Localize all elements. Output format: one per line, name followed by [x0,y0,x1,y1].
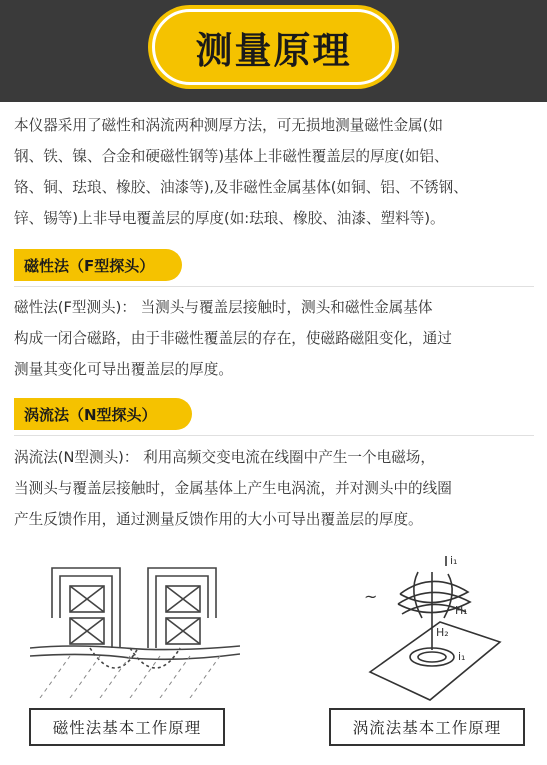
header-banner [0,0,547,102]
eddy-principle-diagram [340,552,510,702]
caption-magnetic-label: 磁性法基本工作原理 [52,719,202,737]
caption-eddy [329,708,525,746]
divider [14,286,534,287]
intro-paragraph: 本仪器采用了磁性和涡流两种测厚方法，可无损地测量磁性金属(如 钢、铁、镍、合金和硬磁性钢等)基体上非磁性覆盖层的厚度(如铝、 铬、铜、珐琅、橡胶、油漆等),及非磁性金属基体(如铜、铝、不锈钢、 锌、锡等)上非导电覆盖层的厚度(如:珐琅、橡胶、油漆、塑料等)。 [14,117,468,227]
caption-magnetic [29,708,225,746]
divider [14,435,534,436]
eddy-paragraph: 涡流法(N型测头)： 利用高频交变电流在线圈中产生一个电磁场， 当测头与覆盖层接触时，金属基体上产生电涡流，并对测头中的线圈 产生反馈作用，通过测量反馈作用的大小可导出覆盖层的厚度。 [14,449,452,528]
section-tag-magnetic [14,249,182,281]
eddy-label-tilde: ~ [364,587,378,606]
eddy-label-i1-bottom: i₁ [458,650,466,663]
caption-eddy-label: 涡流法基本工作原理 [352,719,502,737]
section-tag-eddy [14,398,192,430]
magnetic-principle-diagram [30,548,240,698]
section-tag-magnetic-label: 磁性法（F型探头） [24,256,155,275]
section-tag-eddy-label: 涡流法（N型探头） [24,405,157,424]
magnetic-paragraph: 磁性法(F型测头)： 当测头与覆盖层接触时，测头和磁性金属基体 构成一闭合磁路，由于非磁性覆盖层的存在，使磁路磁阻变化，通过 测量其变化可导出覆盖层的厚度。 [14,299,452,378]
eddy-label-h2: H₂ [436,626,449,639]
eddy-label-h1: H₁ [455,604,468,617]
title-badge [152,9,395,85]
eddy-label-i1-top: i₁ [450,554,458,567]
page-title: 测量原理 [195,29,352,72]
